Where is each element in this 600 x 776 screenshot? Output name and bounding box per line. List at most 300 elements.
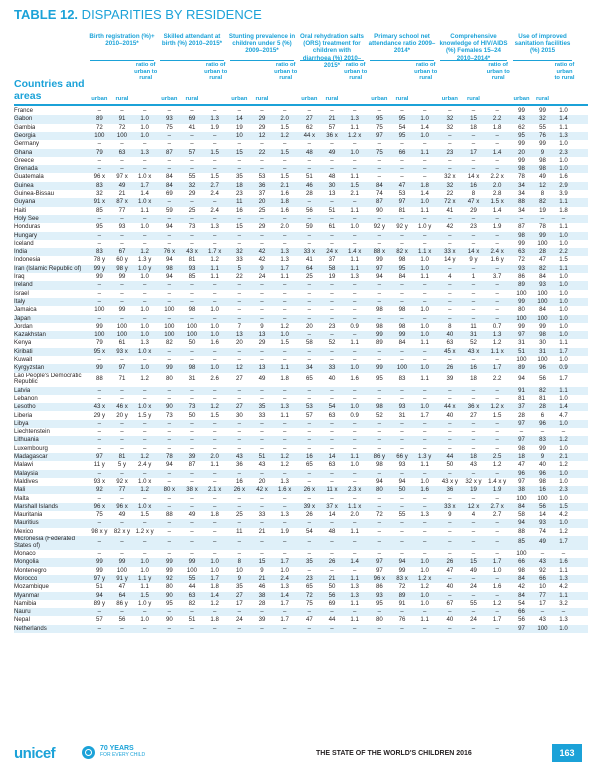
data-cell: – xyxy=(422,502,427,510)
country-name: Ireland xyxy=(14,281,33,289)
data-cell: 91 y xyxy=(116,574,128,582)
data-cell: – xyxy=(400,502,404,510)
data-cell: 48 xyxy=(305,148,313,156)
data-cell: 1.5 xyxy=(350,181,359,189)
data-cell: – xyxy=(352,165,357,173)
data-cell: – xyxy=(307,538,312,545)
data-cell: – xyxy=(120,519,124,527)
country-name: Liberia xyxy=(14,411,33,419)
indicator-rule xyxy=(440,60,507,61)
data-cell: 66 xyxy=(398,148,406,156)
data-cell: – xyxy=(400,444,404,452)
data-cell: 1.2 xyxy=(210,599,219,607)
data-cell: 100 xyxy=(164,306,175,314)
data-cell: – xyxy=(190,608,194,616)
data-cell: 44 xyxy=(328,616,336,624)
data-cell: 1.0 xyxy=(559,231,568,239)
data-cell: 11 xyxy=(236,198,243,206)
data-cell: 100 xyxy=(516,494,527,502)
data-cell: 50 xyxy=(188,339,196,347)
data-cell: 95 xyxy=(375,599,383,607)
data-cell: 1.0 xyxy=(420,115,429,123)
data-cell: 14 y xyxy=(444,256,456,264)
data-cell: – xyxy=(330,165,334,173)
table-row xyxy=(14,140,588,148)
data-cell: 1.0 xyxy=(420,131,429,139)
country-name: Kenya xyxy=(14,339,32,347)
data-cell: 99 xyxy=(518,140,525,148)
data-cell: 97 xyxy=(518,477,525,485)
data-cell: – xyxy=(142,608,147,616)
data-cell: 1.0 xyxy=(559,356,568,363)
page-number: 163 xyxy=(552,744,582,762)
data-cell: 1.2 xyxy=(280,453,289,460)
data-cell: 33 x xyxy=(444,248,456,256)
data-cell: – xyxy=(167,107,172,114)
country-name: Guinea-Bissau xyxy=(14,190,54,197)
data-cell: 99 xyxy=(95,558,103,566)
data-cell: 1.0 xyxy=(210,558,219,566)
data-cell: – xyxy=(307,386,312,394)
data-cell: – xyxy=(97,140,102,148)
data-cell: – xyxy=(377,173,382,181)
indicator-header-2: Skilled attendant at birth (%) 2010–2015* xyxy=(161,33,223,48)
data-cell: – xyxy=(212,428,217,436)
data-cell: – xyxy=(495,624,499,632)
data-cell: – xyxy=(190,527,194,535)
data-cell: – xyxy=(448,469,452,477)
data-cell: 1.5 y xyxy=(138,411,152,419)
data-cell: 62 xyxy=(518,123,525,131)
data-cell: 99 xyxy=(188,558,196,566)
table-row xyxy=(14,558,588,566)
data-cell: 100 xyxy=(94,131,105,139)
data-cell: 100 xyxy=(164,322,175,330)
data-cell: 31 xyxy=(539,347,546,355)
data-cell: – xyxy=(330,289,334,297)
data-cell: 2.3 xyxy=(559,148,568,156)
data-cell: 96 xyxy=(539,364,546,372)
data-cell: 34 xyxy=(518,206,525,214)
data-cell: – xyxy=(167,519,172,527)
data-cell: 82 xyxy=(188,599,196,607)
data-cell: 99 xyxy=(375,331,383,339)
data-cell: 1.3 xyxy=(350,591,359,599)
data-cell: – xyxy=(471,156,476,164)
data-cell: 97 xyxy=(518,624,525,632)
data-cell: 72 xyxy=(95,123,103,131)
data-cell: – xyxy=(495,239,499,247)
table-row xyxy=(14,453,588,461)
data-cell: – xyxy=(260,419,264,427)
data-cell: 1.1 xyxy=(280,273,289,280)
data-cell: – xyxy=(422,156,427,164)
data-cell: 72 xyxy=(398,583,406,591)
data-cell: 17 xyxy=(235,599,243,607)
data-cell: 1.7 xyxy=(280,264,289,272)
data-cell: 28 xyxy=(518,411,525,419)
data-cell: – xyxy=(471,428,476,436)
data-cell: 51 xyxy=(188,616,196,624)
data-cell: 56 xyxy=(118,616,126,624)
data-cell: 14 xyxy=(235,115,243,123)
table-row xyxy=(14,256,588,264)
data-cell: – xyxy=(471,550,476,557)
data-cell: – xyxy=(120,428,124,436)
data-cell: 1.3 xyxy=(559,574,568,582)
data-cell: – xyxy=(448,297,452,305)
data-cell: 99 xyxy=(165,558,173,566)
data-cell: 51 xyxy=(95,583,103,591)
data-cell: 76 xyxy=(539,131,546,139)
data-cell: 26 xyxy=(446,558,454,566)
data-cell: – xyxy=(97,436,102,444)
data-cell: – xyxy=(352,107,357,114)
data-cell: – xyxy=(260,306,264,314)
data-cell: – xyxy=(190,444,194,452)
data-cell: 82 x xyxy=(396,248,408,256)
data-cell: – xyxy=(519,214,524,222)
data-cell: – xyxy=(167,239,172,247)
data-cell: – xyxy=(330,519,334,527)
data-cell: – xyxy=(352,444,357,452)
data-cell: – xyxy=(495,107,499,114)
data-cell: 39 x xyxy=(303,502,316,510)
data-cell: 47 xyxy=(446,566,454,574)
data-cell: 1.8 xyxy=(492,123,502,131)
data-cell: 34 xyxy=(518,190,525,197)
data-cell: 1.0 xyxy=(559,624,568,632)
country-name: Italy xyxy=(14,297,26,305)
data-cell: 1.1 xyxy=(559,198,568,206)
data-cell: 81 xyxy=(118,453,126,460)
data-cell: 1.0 xyxy=(140,558,149,566)
data-cell: 2.6 xyxy=(210,374,219,382)
data-cell: – xyxy=(495,550,499,557)
data-cell: 55 xyxy=(188,173,196,181)
unicef-logo: unicef xyxy=(14,745,56,762)
data-cell: 35 xyxy=(235,173,243,181)
data-cell: 98 xyxy=(398,256,406,264)
data-cell: 98 xyxy=(375,461,383,469)
data-cell: 98 y xyxy=(116,264,128,272)
data-cell: – xyxy=(330,436,334,444)
data-cell: 95 xyxy=(398,115,406,123)
rural-header: rural xyxy=(395,96,409,102)
data-cell: 1.5 xyxy=(559,502,568,510)
data-cell: 2.3 x xyxy=(348,486,362,494)
data-cell: – xyxy=(120,394,124,402)
country-name: Honduras xyxy=(14,223,41,231)
rural-header: rural xyxy=(325,96,339,102)
data-cell: – xyxy=(307,356,312,363)
data-cell: 20 xyxy=(258,198,266,206)
data-cell: – xyxy=(471,239,476,247)
data-cell: – xyxy=(352,624,357,632)
data-cell: – xyxy=(142,140,147,148)
data-cell: – xyxy=(400,347,404,355)
data-cell: 73 xyxy=(188,403,196,411)
data-cell: – xyxy=(377,419,382,427)
data-cell: – xyxy=(282,624,287,632)
data-cell: 89 xyxy=(95,115,103,123)
data-cell: 99 xyxy=(518,107,525,114)
data-cell: 1.7 xyxy=(420,411,429,419)
data-cell: – xyxy=(307,419,312,427)
data-cell: – xyxy=(212,314,217,322)
data-cell: 1.0 xyxy=(350,148,359,156)
data-cell: – xyxy=(377,444,382,452)
data-cell: – xyxy=(307,281,312,289)
data-cell: – xyxy=(190,356,194,363)
data-cell: 13 xyxy=(328,190,336,197)
data-cell: 1.2 xyxy=(492,599,502,607)
data-cell: 2.3 xyxy=(559,486,568,494)
data-cell: 1.0 xyxy=(420,331,429,339)
data-cell: 1.0 x xyxy=(138,403,152,411)
data-cell: 26 xyxy=(328,558,336,566)
data-cell: – xyxy=(471,214,476,222)
data-cell: – xyxy=(471,306,476,314)
data-cell: 1.3 xyxy=(350,583,359,591)
data-cell: 1.2 x xyxy=(348,131,362,139)
data-cell: 92 xyxy=(165,574,173,582)
data-cell: 42 x xyxy=(256,486,268,494)
data-cell: 28 xyxy=(539,248,546,256)
data-cell: 88 x xyxy=(373,248,386,256)
data-cell: 97 xyxy=(118,364,126,372)
data-cell: – xyxy=(190,289,194,297)
country-name: Malaysia xyxy=(14,469,39,477)
data-cell: 100 xyxy=(116,322,128,330)
data-cell: 1.2 xyxy=(559,461,568,469)
data-cell: 98 xyxy=(518,165,525,173)
table-row xyxy=(14,387,588,395)
data-cell: 59 xyxy=(305,223,313,231)
data-cell: 0.9 xyxy=(350,322,359,330)
data-cell: – xyxy=(120,356,124,363)
data-cell: – xyxy=(212,165,217,173)
table-row xyxy=(14,339,588,347)
data-cell: 56 xyxy=(518,616,525,624)
data-cell: 54 xyxy=(328,403,336,411)
data-cell: 12 x xyxy=(467,502,480,510)
data-cell: – xyxy=(561,214,566,222)
data-cell: – xyxy=(307,608,312,616)
data-cell: 13 xyxy=(235,331,243,339)
data-cell: 1.1 xyxy=(210,461,219,469)
table-row xyxy=(14,198,588,206)
data-cell: – xyxy=(400,281,404,289)
data-cell: 75 xyxy=(375,148,383,156)
data-cell: 52 xyxy=(470,339,477,347)
data-cell: – xyxy=(167,289,172,297)
data-cell: – xyxy=(190,538,194,545)
data-cell: 30 xyxy=(328,181,336,189)
table-row xyxy=(14,436,588,444)
data-cell: 44 x xyxy=(444,403,456,411)
data-cell: – xyxy=(97,394,102,402)
data-cell: 91 xyxy=(398,599,406,607)
data-cell: – xyxy=(237,165,242,173)
data-cell: – xyxy=(167,538,172,545)
data-cell: – xyxy=(237,624,242,632)
data-cell: 9 xyxy=(260,264,264,272)
table-number: TABLE 12. xyxy=(14,7,79,22)
data-cell: 87 xyxy=(518,223,525,231)
data-cell: – xyxy=(212,519,217,527)
data-cell: 1.4 xyxy=(559,115,568,123)
table-row xyxy=(14,265,588,273)
data-cell: – xyxy=(97,419,102,427)
data-cell: – xyxy=(237,140,242,148)
data-cell: 71 xyxy=(118,374,126,382)
data-cell: 16 xyxy=(539,486,546,494)
data-cell: 32 x xyxy=(444,173,456,181)
indicator-rule xyxy=(513,60,572,61)
data-cell: 41 xyxy=(305,256,313,264)
data-cell: – xyxy=(422,289,427,297)
data-cell: 49 xyxy=(118,511,126,519)
data-cell: – xyxy=(400,156,404,164)
data-cell: 1.1 xyxy=(350,123,359,131)
data-cell: – xyxy=(495,156,499,164)
data-cell: – xyxy=(190,502,194,510)
data-cell: 80 xyxy=(165,583,173,591)
data-cell: – xyxy=(142,519,147,527)
data-cell: – xyxy=(142,436,147,444)
data-cell: 52 xyxy=(375,411,383,419)
data-cell: – xyxy=(282,156,287,164)
data-cell: – xyxy=(237,519,242,527)
table-row xyxy=(14,223,588,231)
data-cell: – xyxy=(237,281,242,289)
data-cell: – xyxy=(212,538,217,545)
data-cell: 1.7 xyxy=(280,558,289,566)
data-cell: – xyxy=(352,356,357,363)
data-cell: 100 xyxy=(516,550,527,557)
data-cell: – xyxy=(352,231,357,239)
indicator-rule xyxy=(90,60,154,61)
country-name: Mauritania xyxy=(14,511,43,519)
data-cell: – xyxy=(190,477,194,485)
ratio-header: ratio of urban to rural xyxy=(344,62,368,81)
data-cell: – xyxy=(400,386,404,394)
data-cell: – xyxy=(237,297,242,305)
data-cell: 96 xyxy=(539,419,546,427)
data-cell: 1.1 xyxy=(350,264,359,272)
data-cell: 36 xyxy=(446,486,454,494)
data-cell: 80 xyxy=(375,486,383,494)
data-cell: – xyxy=(330,107,334,114)
data-cell: – xyxy=(190,314,194,322)
data-cell: 43 xyxy=(235,453,243,460)
data-cell: – xyxy=(471,264,476,272)
data-cell: 25 xyxy=(258,206,266,214)
data-cell: 23 xyxy=(446,148,454,156)
country-name: Lithuania xyxy=(14,436,39,444)
data-cell: – xyxy=(471,107,476,114)
data-cell: – xyxy=(448,386,452,394)
data-cell: 35 xyxy=(258,403,266,411)
data-cell: 5 y xyxy=(117,461,127,469)
data-cell: – xyxy=(142,356,147,363)
data-cell: 99 xyxy=(398,566,406,574)
data-cell: 33 xyxy=(235,256,243,264)
data-cell: 73 xyxy=(188,223,196,231)
data-cell: 33 x xyxy=(303,248,316,256)
data-cell: 92 y xyxy=(373,223,386,231)
data-cell: 79 xyxy=(95,148,103,156)
country-name: Luxembourg xyxy=(14,444,48,452)
data-cell: – xyxy=(237,502,242,510)
data-cell: – xyxy=(167,140,172,148)
table-row xyxy=(14,298,588,306)
country-name: Guinea xyxy=(14,181,34,189)
data-cell: 1.9 xyxy=(210,123,219,131)
data-cell: – xyxy=(330,494,334,502)
data-cell: – xyxy=(352,198,357,206)
data-cell: – xyxy=(190,469,194,477)
data-cell: 33 xyxy=(258,411,266,419)
data-cell: – xyxy=(352,428,357,436)
data-cell: 96 x xyxy=(373,574,386,582)
data-cell: – xyxy=(120,624,124,632)
data-cell: – xyxy=(212,239,217,247)
data-cell: 26 xyxy=(305,511,313,519)
data-cell: – xyxy=(448,356,452,363)
data-cell: 1.0 xyxy=(492,566,502,574)
data-cell: 16 xyxy=(305,453,313,460)
data-cell: 1.0 xyxy=(350,403,359,411)
data-cell: – xyxy=(120,165,124,173)
table-row xyxy=(14,395,588,403)
data-cell: 1.1 xyxy=(420,461,429,469)
data-cell: 77 xyxy=(118,486,126,494)
data-cell: 96 x xyxy=(116,502,128,510)
data-cell: – xyxy=(400,538,404,545)
urban-header: urban xyxy=(91,96,108,102)
data-cell: – xyxy=(167,494,172,502)
data-cell: 98 x y xyxy=(91,527,108,535)
data-cell: – xyxy=(352,140,357,148)
data-cell: 55 xyxy=(188,574,196,582)
data-cell: 98 xyxy=(188,364,196,372)
data-cell: – xyxy=(422,494,427,502)
data-cell: 1.1 xyxy=(210,273,219,280)
data-cell: – xyxy=(120,156,124,164)
data-cell: 36 xyxy=(258,181,266,189)
data-cell: – xyxy=(212,624,217,632)
data-cell: – xyxy=(167,214,172,222)
data-cell: 22 xyxy=(446,190,454,197)
table-title-text: DISPARITIES BY RESIDENCE xyxy=(78,7,262,22)
data-cell: 84 xyxy=(375,181,383,189)
data-cell: 90 xyxy=(165,403,173,411)
data-cell: – xyxy=(97,494,102,502)
data-cell: – xyxy=(167,550,172,557)
data-cell: 1.2 xyxy=(140,374,149,382)
data-cell: 78 y xyxy=(93,256,106,264)
data-cell: – xyxy=(495,386,499,394)
data-cell: 81 xyxy=(518,394,525,402)
data-cell: – xyxy=(120,494,124,502)
data-cell: – xyxy=(212,469,217,477)
data-cell: – xyxy=(142,494,147,502)
data-cell: – xyxy=(448,519,452,527)
data-cell: 28 xyxy=(305,190,313,197)
data-cell: – xyxy=(282,394,287,402)
